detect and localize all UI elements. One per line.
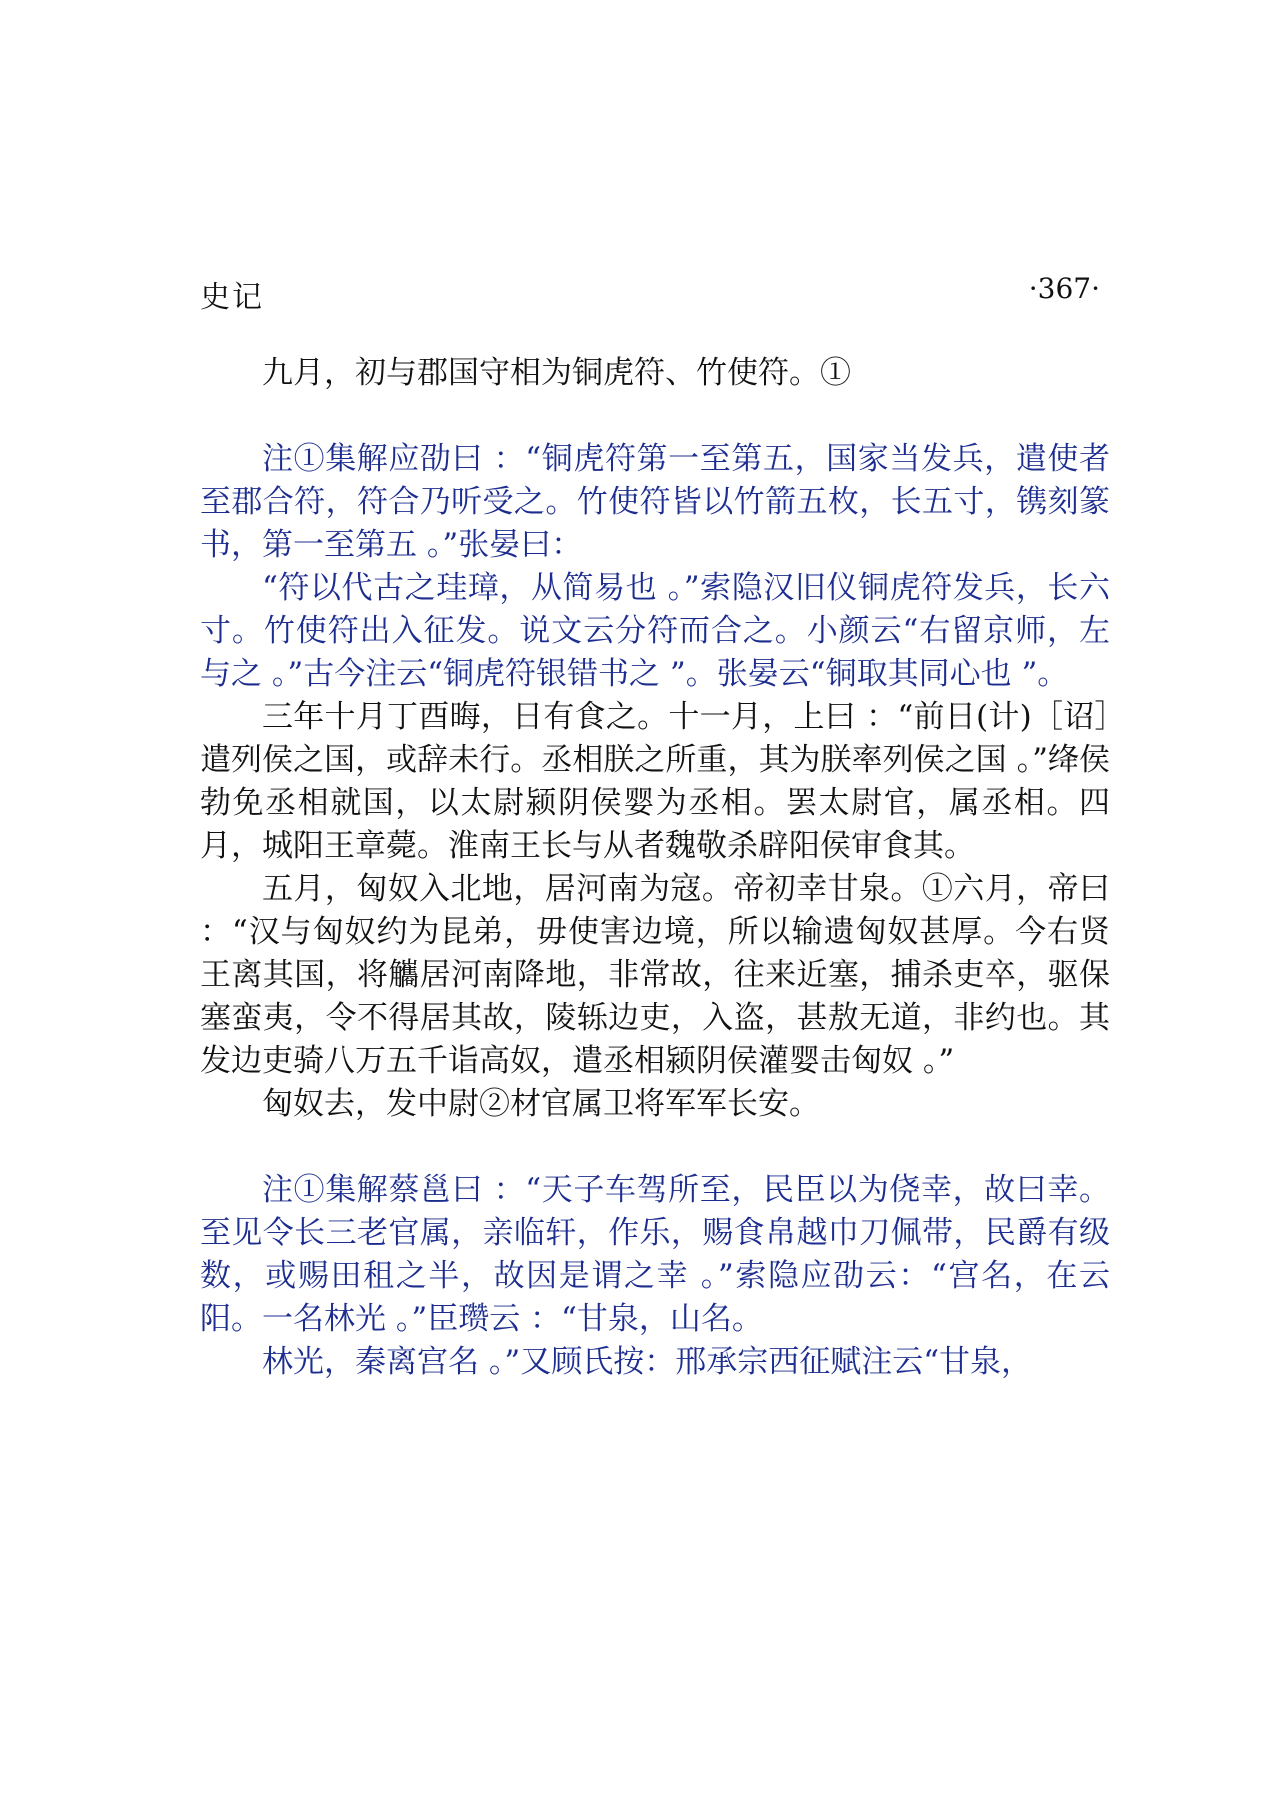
main-text — [200, 352, 1110, 1384]
annotation-paragraph: 注①集解蔡邕曰 ：“天子车驾所至，民臣以为侥幸，故曰幸。至见令长三老官属，亲临轩，作乐，赐食帛越巾刀佩带，民爵有级数，或赐田租之半，故因是谓之幸 。”索隐应劭云：“宫名，在云阳。一名林光 。”臣瓒云 ：“甘泉，山名。 — [200, 1172, 1110, 1337]
running-title: 史记 — [200, 280, 264, 315]
annotation-paragraph: 注①集解应劭曰 ：“铜虎符第一至第五，国家当发兵，遣使者至郡合符，符合乃听受之。竹使符皆以竹箭五枚，长五寸，镌刻篆书，第一至第五 。”张晏曰： — [200, 441, 1110, 563]
paragraph: 三年十月丁酉晦，日有食之。十一月，上曰 ：“前日(计)［诏］遣列侯之国，或辞未行。丞相朕之所重，其为朕率列侯之国 。”绛侯勃免丞相就国，以太尉颍阴侯婴为丞相。罢太尉官，属丞相。四月，城阳王章薨。淮南王长与从者魏敬杀辟阳侯审食其。 — [200, 699, 1110, 864]
annotation-paragraph: 林光，秦离宫名 。”又顾氏按：邢承宗西征赋注云“甘泉， — [262, 1344, 1033, 1380]
paragraph: 五月，匈奴入北地，居河南为寇。帝初幸甘泉。①六月，帝曰 ：“汉与匈奴约为昆弟，毋使害边境，所以输遗匈奴甚厚。今右贤王离其国，将觿居河南降地，非常故，往来近塞，捕杀吏卒，驱保塞蛮夷，令不得居其故，陵轹边吏，入盗，甚敖无道，非约也。其发边吏骑八万五千诣高奴，遣丞相颍阴侯灌婴击匈奴 。” — [200, 871, 1110, 1079]
paragraph: 九月，初与郡国守相为铜虎符、竹使符。① — [262, 355, 851, 391]
page-number: ·367· — [1028, 272, 1100, 305]
annotation-paragraph: “符以代古之珪璋，从简易也 。”索隐汉旧仪铜虎符发兵，长六寸。竹使符出入征发。说文云分符而合之。小颜云“右留京师，左与之 。”古今注云“铜虎符银错书之 ”。张晏云“铜取其同心也 ”。 — [200, 570, 1110, 692]
paragraph: 匈奴去，发中尉②材官属卫将军军长安。 — [262, 1086, 820, 1122]
